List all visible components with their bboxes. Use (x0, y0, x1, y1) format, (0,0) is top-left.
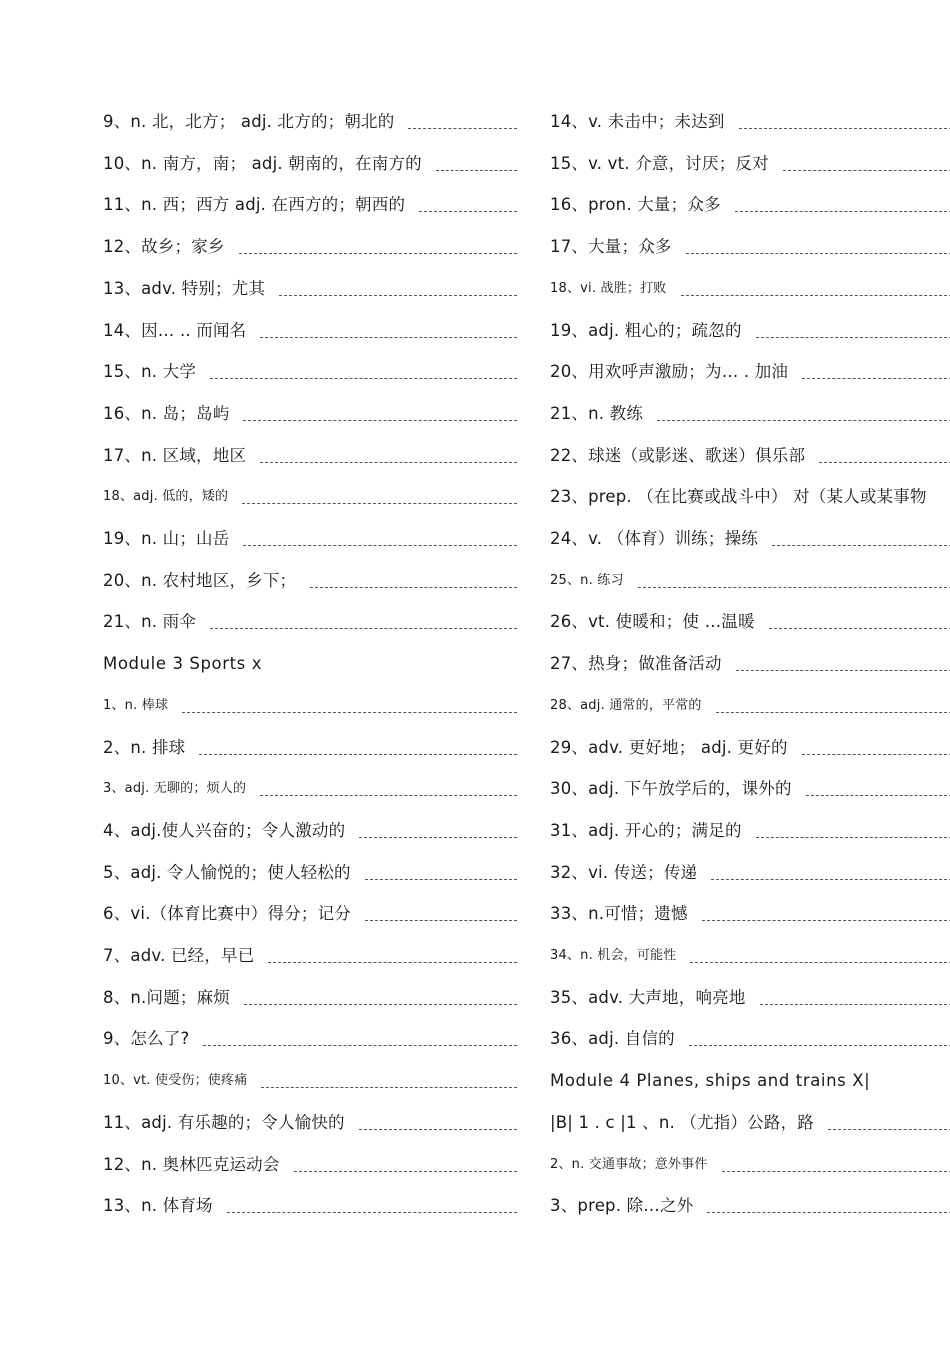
vocab-prompt: 3、prep. 除…之外 (550, 1196, 694, 1216)
answer-blank-line (806, 795, 950, 796)
vocab-row (103, 360, 517, 382)
vocab-row (550, 652, 950, 674)
vocab-row (550, 1153, 950, 1175)
vocab-prompt: 11、adj. 有乐趣的；令人愉快的 (103, 1112, 345, 1132)
vocab-prompt: 21、n. 教练 (550, 403, 644, 423)
vocab-prompt: 20、用欢呼声激励；为… . 加油 (550, 362, 789, 382)
vocab-prompt: 4、adj.使人兴奋的；令人激动的 (103, 820, 346, 840)
vocab-row (550, 944, 950, 966)
answer-blank-line (261, 1087, 517, 1088)
answer-blank-line (242, 503, 517, 504)
vocab-prompt: 19、adj. 粗心的；疏忽的 (550, 320, 742, 340)
vocab-prompt: 34、n. 机会，可能性 (550, 948, 677, 963)
vocab-row (550, 819, 950, 841)
vocab-prompt: 27、热身；做准备活动 (550, 654, 722, 674)
answer-blank-line (756, 837, 950, 838)
vocab-prompt: 13、n. 体育场 (103, 1196, 213, 1216)
vocab-prompt: 14、v. 未击中；未达到 (550, 112, 725, 131)
vocab-row (103, 986, 517, 1008)
answer-blank-line (736, 670, 950, 671)
answer-blank-line (819, 462, 950, 463)
vocab-row (550, 1111, 950, 1133)
vocab-prompt: 29、adv. 更好地； adj. 更好的 (550, 737, 788, 757)
vocab-prompt: 6、vi.（体育比赛中）得分；记分 (103, 904, 351, 924)
vocab-row (550, 152, 950, 174)
vocab-row (103, 319, 517, 341)
vocab-row (103, 1027, 517, 1049)
answer-blank-line (760, 1004, 950, 1005)
vocab-prompt: 31、adj. 开心的；满足的 (550, 820, 742, 840)
vocab-row (550, 736, 950, 758)
vocab-row (550, 861, 950, 883)
answer-blank-line (239, 253, 517, 254)
vocab-prompt: 15、v. vt. 介意，讨厌；反对 (550, 153, 769, 173)
answer-blank-line (436, 170, 517, 171)
answer-blank-line (260, 795, 517, 796)
answer-blank-line (408, 128, 517, 129)
vocab-row (103, 485, 517, 507)
answer-blank-line (686, 253, 950, 254)
answer-blank-line (243, 420, 517, 421)
vocab-prompt: 36、adj. 自信的 (550, 1029, 675, 1049)
answer-blank-line (802, 754, 950, 755)
answer-blank-line (260, 462, 517, 463)
answer-blank-line (365, 920, 517, 921)
vocab-prompt: 18、vi. 战胜；打败 (550, 280, 667, 296)
answer-blank-line (419, 211, 517, 212)
answer-blank-line (711, 879, 950, 880)
vocab-prompt: 1、n. 棒球 (103, 697, 169, 713)
answer-blank-line (359, 1129, 517, 1130)
answer-blank-line (182, 712, 517, 713)
vocab-prompt: 18、adj. 低的，矮的 (103, 489, 229, 505)
vocab-row (550, 1194, 950, 1216)
answer-blank-line (690, 962, 950, 963)
vocab-row (103, 444, 517, 466)
vocab-row (550, 610, 950, 632)
vocab-prompt: 8、n.问题；麻烦 (103, 987, 231, 1007)
vocab-prompt: 13、adv. 特别；尤其 (103, 278, 266, 298)
vocab-prompt: 16、pron. 大量；众多 (550, 195, 721, 215)
vocab-row (550, 444, 950, 466)
vocab-prompt: 3、adj. 无聊的；烦人的 (103, 781, 247, 797)
vocab-row (550, 1027, 950, 1049)
answer-blank-line (268, 962, 517, 963)
vocab-row (103, 1069, 517, 1091)
vocab-prompt: 14、因… .. 而闻名 (103, 320, 247, 340)
answer-blank-line (689, 1045, 950, 1046)
answer-blank-line (210, 378, 517, 379)
vocab-row (103, 193, 517, 215)
vocab-prompt: 19、n. 山；山岳 (103, 529, 230, 548)
vocab-prompt: 2、n. 交通事故；意外事件 (550, 1156, 708, 1172)
vocab-row (103, 777, 517, 799)
vocab-row (103, 694, 517, 716)
answer-blank-line (294, 1171, 517, 1172)
vocab-prompt: 17、n. 区域，地区 (103, 445, 247, 465)
vocab-row (103, 819, 517, 841)
vocab-row (103, 902, 517, 924)
answer-blank-line (802, 378, 950, 379)
answer-blank-line (783, 170, 950, 171)
vocab-row (550, 277, 950, 299)
answer-blank-line (739, 128, 950, 129)
vocab-prompt: 17、大量；众多 (550, 237, 672, 257)
answer-blank-line (279, 295, 517, 296)
vocab-prompt: 16、n. 岛；岛屿 (103, 403, 230, 423)
vocab-row (550, 902, 950, 924)
vocab-row (103, 235, 517, 257)
vocab-row (550, 777, 950, 799)
answer-blank-line (203, 1045, 517, 1046)
vocab-row (550, 402, 950, 424)
vocab-row (103, 861, 517, 883)
answer-blank-line (365, 879, 517, 880)
vocab-prompt: 5、adj. 令人愉悦的；使人轻松的 (103, 862, 351, 882)
answer-blank-line (199, 754, 517, 755)
vocab-prompt: |B| 1 . c |1 、n. （尤指）公路，路 (550, 1112, 814, 1132)
answer-blank-line (359, 837, 517, 838)
vocab-row (103, 1111, 517, 1133)
vocab-prompt: 15、n. 大学 (103, 362, 197, 382)
vocab-prompt: 21、n. 雨伞 (103, 612, 197, 632)
vocab-row (103, 402, 517, 424)
vocab-row (103, 944, 517, 966)
answer-blank-line (243, 545, 517, 546)
vocab-row (103, 1153, 517, 1175)
vocab-prompt: 10、vt. 使受伤；使疼痛 (103, 1073, 248, 1089)
vocab-row (103, 152, 517, 174)
vocab-prompt: 35、adv. 大声地，响亮地 (550, 987, 746, 1007)
vocab-prompt: 20、n. 农村地区，乡下； (103, 570, 297, 590)
vocab-prompt: 24、v. （体育）训练；操练 (550, 529, 758, 548)
answer-blank-line (702, 920, 950, 921)
vocab-prompt: 2、n. 排球 (103, 737, 186, 757)
vocab-prompt: 9、n. 北，北方； adj. 北方的；朝北的 (103, 112, 395, 131)
answer-blank-line (244, 1004, 517, 1005)
vocab-row (550, 360, 950, 382)
vocab-row (550, 485, 950, 507)
vocab-row (103, 110, 517, 132)
vocab-prompt: 12、故乡；家乡 (103, 237, 225, 257)
vocab-row (550, 110, 950, 132)
answer-blank-line (227, 1212, 517, 1213)
vocab-row (550, 193, 950, 215)
vocab-row (550, 694, 950, 716)
module-title: Module 3 Sports x (103, 654, 263, 674)
vocab-row (103, 277, 517, 299)
vocab-prompt: 26、vt. 使暖和；使 …温暖 (550, 612, 755, 632)
vocab-prompt: 12、n. 奥林匹克运动会 (103, 1154, 280, 1174)
answer-blank-line (681, 295, 950, 296)
vocab-row (550, 319, 950, 341)
vocab-prompt: 9、怎么了? (103, 1029, 190, 1049)
vocab-row (103, 610, 517, 632)
vocab-row (103, 736, 517, 758)
answer-blank-line (260, 337, 517, 338)
answer-blank-line (716, 712, 950, 713)
vocab-prompt: 23、prep. （在比赛或战斗中） 对（某人或某事物 (550, 487, 927, 507)
answer-blank-line (769, 628, 950, 629)
vocab-prompt: 11、n. 西；西方 adj. 在西方的；朝西的 (103, 195, 406, 215)
module-heading (103, 652, 517, 674)
vocab-row (550, 986, 950, 1008)
answer-blank-line (638, 587, 950, 588)
vocab-prompt: 33、n.可惜；遗憾 (550, 904, 688, 924)
vocab-row (103, 569, 517, 591)
vocab-prompt: 22、球迷（或影迷、歌迷）俱乐部 (550, 445, 806, 465)
vocab-row (550, 527, 950, 549)
vocab-prompt: 7、adv. 已经，早已 (103, 946, 255, 965)
answer-blank-line (310, 587, 517, 588)
vocab-prompt: 10、n. 南方，南； adj. 朝南的，在南方的 (103, 153, 422, 173)
answer-blank-line (722, 1171, 950, 1172)
module-heading (550, 1069, 950, 1091)
vocab-prompt: 28、adj. 通常的，平常的 (550, 697, 702, 713)
vocab-prompt: 25、n. 练习 (550, 572, 624, 588)
answer-blank-line (707, 1212, 950, 1213)
vocab-row (103, 527, 517, 549)
answer-blank-line (756, 337, 950, 338)
vocab-row (550, 235, 950, 257)
answer-blank-line (657, 420, 950, 421)
answer-blank-line (828, 1129, 950, 1130)
module-title: Module 4 Planes, ships and trains X| (550, 1071, 871, 1091)
vocab-prompt: 30、adj. 下午放学后的，课外的 (550, 779, 792, 799)
vocab-row (103, 1194, 517, 1216)
vocab-prompt: 32、vi. 传送；传递 (550, 862, 698, 882)
answer-blank-line (772, 545, 950, 546)
answer-blank-line (210, 628, 517, 629)
answer-blank-line (735, 211, 950, 212)
vocab-row (550, 569, 950, 591)
